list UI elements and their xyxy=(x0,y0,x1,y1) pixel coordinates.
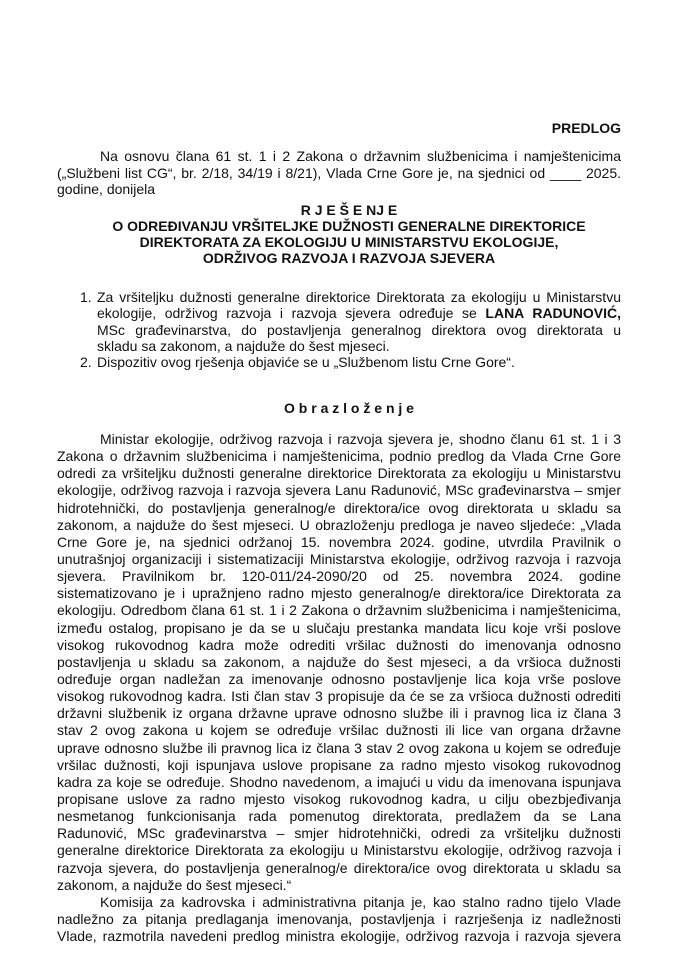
explanation-line: razvoja sjevera, do postavljenja generalnog/e direktora/ice ovog direktorata u skladu sa xyxy=(57,859,621,876)
explanation-line: generalne direktorice Direktorata za ekologiju u Ministarstvu ekologije, održivog razvoja i xyxy=(57,842,621,859)
explanation-line: Vlade, razmotrila navedeni predlog ministra ekologije, održivog razvoja i razvoja sjevera xyxy=(57,928,621,945)
explanation-line: propisane uslove za radno mjesto visokog rukovodnog kadra, u cilju obezbjeđivanja xyxy=(57,790,621,807)
decision-subtitle-line: DIREKTORATA ZA EKOLOGIJU U MINISTARSTVU EKOLOGIJE, xyxy=(139,234,559,250)
intro-line: („Službeni list CG“, br. 2/18, 34/19 i 8/21), Vlada Crne Gore je, na sjednici od ____ 2025. xyxy=(57,165,621,181)
document-status-label: PREDLOG xyxy=(551,120,621,136)
explanation-line: nadležno za pitanja predlaganja imenovanja, postavljenja i razrješenja iz nadležnosti xyxy=(57,910,621,927)
explanation-line: hidrotehnički, do postavljenja generalnog/e direktora/ice ovog direktorata u skladu sa xyxy=(57,499,621,516)
explanation-line: između ostalog, propisano je da se u slučaju prestanka mandata licu koje vrši poslove xyxy=(57,619,621,636)
decision-title xyxy=(40,202,658,266)
item-number: 1. xyxy=(80,289,92,305)
explanation-line: sjevera. Pravilnikom br. 120-011/24-2090/20 od 25. novembra 2024. godine xyxy=(57,568,621,585)
intro-line: godine, donijela xyxy=(57,181,156,197)
explanation-line: vršilac dužnosti, koji ispunjava uslove propisane za radno mjesto visokog rukovodnog xyxy=(57,756,621,773)
explanation-heading: O b r a z l o ž e n j e xyxy=(284,400,414,416)
explanation-line: visokog rukovodnog kadra može odrediti vršilac dužnosti do imenovanja odnosno xyxy=(57,636,621,653)
explanation-line: visokog rukovodnog kadra. Isti član stav 3 propisuje da će se za vršioca dužnosti odrediti xyxy=(57,688,621,705)
explanation-line: Crne Gore je, na sjednici održanoj 15. novembra 2024. godine, utvrdila Pravilnik o xyxy=(57,533,621,550)
explanation-line: određuje organ nadležan za imenovanje odnosno postavljenje lica koja vrše poslove xyxy=(57,670,621,687)
appointee-name: LANA RADUNOVIĆ, xyxy=(485,305,622,322)
item-line: skladu sa zakonom, a najduže do šest mjeseci. xyxy=(97,337,390,354)
explanation-line: Komisija za kadrovska i administrativna pitanja je, kao stalno radno tijelo Vlade xyxy=(100,893,621,910)
explanation-line: Radunović, MSc građevinarstva – smjer hidrotehnički, odredi za vršiteljku dužnosti xyxy=(57,825,621,842)
explanation-line: stav 2 ovog zakona u kojem se određuje vršilac dužnosti ili lice van organa državne xyxy=(57,722,621,739)
decision-subtitle-line: ODRŽIVOG RAZVOJA I RAZVOJA SJEVERA xyxy=(202,250,496,266)
explanation-line: zakonom, a najduže do šest mjeseci.“ xyxy=(57,876,292,893)
explanation-line: Zakona o državnim službenicima i namještenicima, podnio predlog da Vlada Crne Gore xyxy=(57,448,621,465)
explanation-line: ekologije, održivog razvoja i razvoja sjevera Lanu Radunović, MSc građevinarstva – smjer xyxy=(57,482,621,499)
decision-heading: R J E Š E NJ E xyxy=(300,202,398,218)
explanation-body xyxy=(57,431,621,945)
item-line: Za vršiteljku dužnosti generalne direktorice Direktorata za ekologiju u Ministarstvu xyxy=(97,289,621,305)
explanation-line: Ministar ekologije, održivog razvoja i razvoja sjevera je, shodno članu 61 st. 1 i 3 xyxy=(100,431,621,447)
explanation-line: nesmetanog funkcionisanja rada pomenutog direktorata, predlažem da se Lana xyxy=(57,808,621,825)
item-number: 2. xyxy=(80,354,92,370)
explanation-line: ekologiju. Odredbom člana 61 st. 1 i 2 Zakona o državnim službenicima i namještenicima, xyxy=(57,602,621,619)
explanation-line: unutrašnjoj organizaciji i sistematizaciji Ministarstva ekologije, održivog razvoja i razvoja xyxy=(57,550,621,567)
explanation-line: uprave odnosno službe ili pravnog lica iz člana 3 stav 2 ovog zakona u kojem se određuje xyxy=(57,739,621,756)
explanation-line: sistematizovano je i upražnjeno radno mjesto generalnog/e direktora/ice Direktorata za xyxy=(57,585,621,602)
explanation-line: odredi za vršiteljku dužnosti generalne direktorice Direktorata za ekologiju u Ministarstvu xyxy=(57,465,621,482)
item-line: MSc građevinarstva, do postavljenja generalnog direktora ovog direktorata u xyxy=(97,321,621,338)
intro-line: Na osnovu člana 61 st. 1 i 2 Zakona o državnim službenicima i namještenicima xyxy=(100,148,621,164)
explanation-line: državni službenik iz organa državne uprave odnosno službe ili i pravnog lica iz člana 3 xyxy=(57,705,621,722)
decision-subtitle-line: O ODREĐIVANJU VRŠITELJKE DUŽNOSTI GENERALNE DIREKTORICE xyxy=(112,218,586,234)
intro-paragraph xyxy=(57,148,621,198)
explanation-line: postavljenja u skladu sa zakonom, a najduže do šest mjeseci, a da vršioca dužnosti xyxy=(57,653,621,670)
explanation-line: kadra za koje se određuje. Shodno navedenom, a imajući u vidu da imenovana ispunjava xyxy=(57,773,621,790)
item-text: ekologije, održivog razvoja i razvoja sjevera određuje se xyxy=(97,305,486,322)
item-line: Dispozitiv ovog rješenja objaviće se u „Službenom listu Crne Gore“. xyxy=(97,354,515,370)
item-line xyxy=(97,305,621,321)
explanation-line: zakonom, a najduže do šest mjeseci. U obrazloženju predloga je naveo sljedeće: „Vlada xyxy=(57,516,621,533)
